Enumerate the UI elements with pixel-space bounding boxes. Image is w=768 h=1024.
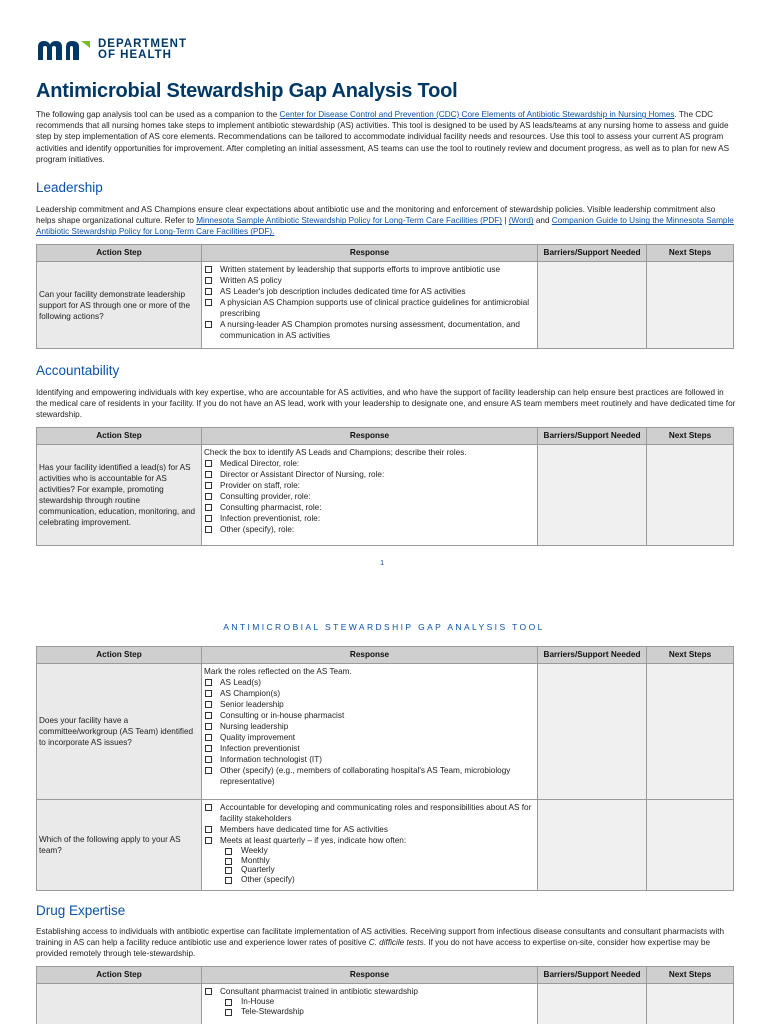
checkbox-subitem[interactable] [204, 846, 535, 856]
response-cell [202, 984, 538, 1024]
table-row [37, 262, 734, 349]
header-next-steps: Next Steps [647, 967, 734, 984]
checkbox-item[interactable] [204, 802, 535, 824]
checkbox-item[interactable] [204, 502, 535, 513]
header-action-step: Action Step [37, 967, 202, 984]
mn-sample-policy-word-link[interactable]: (Word) [508, 216, 534, 226]
section-heading-drug-expertise: Drug Expertise [36, 903, 126, 918]
checkbox-item[interactable] [204, 480, 535, 491]
checkbox-label: Tele-Stewardship [241, 1007, 304, 1016]
barriers-cell[interactable] [538, 445, 647, 546]
header-action-step: Action Step [37, 428, 202, 445]
checkbox-label: Nursing leadership [220, 722, 289, 731]
action-step-cell: Does your facility have a committee/workgroup (AS Team) identified to incorporate AS issues? [37, 664, 202, 800]
response-cell [202, 800, 538, 891]
leadership-paragraph [36, 204, 736, 238]
checkbox-icon[interactable] [205, 701, 212, 708]
action-step-cell: Which of the following apply to your AS team? [37, 800, 202, 891]
barriers-cell[interactable] [538, 262, 647, 349]
checkbox-item[interactable] [204, 491, 535, 502]
checkbox-icon[interactable] [205, 515, 212, 522]
checkbox-item[interactable] [204, 721, 535, 732]
checkbox-item[interactable] [204, 743, 535, 754]
checkbox-item[interactable] [204, 754, 535, 765]
checkbox-label: Consulting pharmacist, role: [220, 503, 322, 512]
checkbox-label: AS Lead(s) [220, 678, 261, 687]
response-cell [202, 445, 538, 546]
checkbox-label: Consulting provider, role: [220, 492, 311, 501]
logo-line-2: OF HEALTH [98, 49, 172, 61]
mdh-logo [36, 38, 187, 62]
checkbox-label: Monthly [241, 855, 270, 865]
header-response: Response [202, 647, 538, 664]
checkbox-icon[interactable] [205, 690, 212, 697]
intro-text-1: The following gap analysis tool can be used as a companion to the [36, 110, 280, 119]
section-heading-leadership: Leadership [36, 180, 103, 195]
checkbox-item[interactable] [204, 286, 535, 297]
barriers-cell[interactable] [538, 984, 647, 1024]
checkbox-icon[interactable] [205, 679, 212, 686]
checkbox-icon[interactable] [205, 988, 212, 995]
table-row [37, 445, 734, 546]
drug-text-2: . If you do not have access to expertise on-site, consider how expertise may be provided remotely through tele-stewardship. [36, 938, 711, 959]
checkbox-item[interactable] [204, 264, 535, 275]
checkbox-label: A physician AS Champion supports use of clinical practice guidelines for antimicrobial prescribing [220, 298, 530, 318]
header-barriers: Barriers/Support Needed [538, 245, 647, 262]
checkbox-item[interactable] [204, 710, 535, 721]
next-steps-cell[interactable] [647, 984, 734, 1024]
checkbox-label: Senior leadership [220, 700, 284, 709]
checkbox-label: Medical Director, role: [220, 459, 300, 468]
header-action-step: Action Step [37, 245, 202, 262]
checkbox-icon[interactable] [205, 712, 212, 719]
checkbox-icon[interactable] [205, 745, 212, 752]
checkbox-item[interactable] [204, 699, 535, 710]
intro-paragraph [36, 109, 736, 165]
table-row [37, 984, 734, 1024]
next-steps-cell[interactable] [647, 800, 734, 891]
checkbox-icon[interactable] [205, 321, 212, 328]
checkbox-icon[interactable] [205, 299, 212, 306]
checkbox-icon[interactable] [205, 826, 212, 833]
checkbox-subitem[interactable] [204, 856, 535, 866]
header-response: Response [202, 428, 538, 445]
leadership-text: Leadership commitment and AS Champions ensure clear expectations about antibiotic use and the monitoring and enforcement of stewardship policies. Visible leadership commitment also helps shape organizational culture. Refer to [36, 205, 716, 226]
header-barriers: Barriers/Support Needed [538, 647, 647, 664]
checkbox-label: Infection preventionist [220, 744, 300, 753]
checkbox-icon[interactable] [225, 999, 232, 1006]
checkbox-subitem[interactable] [204, 997, 535, 1007]
checkbox-subitem[interactable] [204, 865, 535, 875]
checkbox-icon[interactable] [205, 756, 212, 763]
logo-line-1: DEPARTMENT [98, 38, 188, 50]
checkbox-label: Quality improvement [220, 733, 296, 742]
cdc-core-elements-link[interactable]: Center for Disease Control and Prevention (CDC) Core Elements of Antibiotic Stewardship in Nursing Homes [279, 110, 675, 119]
checkbox-label: Weekly [241, 846, 268, 855]
response-cell [202, 664, 538, 800]
checkbox-icon[interactable] [205, 460, 212, 467]
checkbox-subitem[interactable] [204, 1007, 535, 1017]
drug-expertise-paragraph [36, 926, 736, 960]
header-next-steps: Next Steps [647, 245, 734, 262]
barriers-cell[interactable] [538, 800, 647, 891]
checkbox-icon[interactable] [205, 288, 212, 295]
response-intro: Mark the roles reflected on the AS Team. [204, 667, 352, 676]
checkbox-icon[interactable] [225, 867, 232, 874]
as-team-table [36, 646, 734, 891]
header-barriers: Barriers/Support Needed [538, 428, 647, 445]
checkbox-label: Accountable for developing and communicating roles and responsibilities about AS for facility stakeholders [220, 803, 532, 823]
header-next-steps: Next Steps [647, 647, 734, 664]
checkbox-label: Other (specify) (e.g., members of collaborating hospital's AS Team, microbiology representative) [220, 766, 511, 786]
checkbox-item[interactable] [204, 297, 535, 319]
checkbox-icon[interactable] [205, 526, 212, 533]
checkbox-label: Members have dedicated time for AS activities [220, 825, 388, 834]
checkbox-item[interactable] [204, 677, 535, 688]
drug-expertise-table [36, 966, 734, 1024]
checkbox-icon[interactable] [205, 804, 212, 811]
checkbox-label: Consultant pharmacist trained in antibiotic stewardship [220, 987, 418, 996]
link-and: and [533, 216, 552, 226]
checkbox-icon[interactable] [205, 493, 212, 500]
checkbox-item[interactable] [204, 275, 535, 286]
intro-text-2: . The CDC recommends that all nursing homes take steps to implement antibiotic stewardship (AS) activities. This tool is designed to be used by AS leads/teams at any nursing home to assess and guide step by step implementation of AS core elements. Recommendations can be tailored to accommodate individual facility needs and resources. Use this tool to assess your current AS program activities and identify opportunities for improvement. After completing an initial assessment, AS teams can use the tool to routinely review and document progress, as well as to plan for new AS program initiatives. [36, 110, 730, 164]
next-steps-cell[interactable] [647, 445, 734, 546]
table-row [37, 664, 734, 800]
section-heading-accountability: Accountability [36, 363, 120, 378]
drug-text-1: Establishing access to individuals with antibiotic expertise can facilitate implementation of AS activities. Receiving support from infectious disease consultants and consultant pharmacists with training in AS can help a facility reduce antibiotic use and experience lower rates of positive [36, 927, 725, 948]
checkbox-label: Quarterly [241, 865, 275, 874]
checkbox-label: In-House [241, 997, 275, 1006]
checkbox-item[interactable] [204, 765, 535, 787]
checkbox-icon[interactable] [205, 266, 212, 273]
checkbox-icon[interactable] [205, 471, 212, 478]
link-separator: | [502, 216, 509, 226]
response-cell [202, 262, 538, 349]
checkbox-icon[interactable] [205, 723, 212, 730]
checkbox-item[interactable] [204, 688, 535, 699]
action-step-cell: Can your facility demonstrate leadership support for AS through one or more of the following actions? [37, 262, 202, 349]
action-step-cell [37, 984, 202, 1024]
checkbox-icon[interactable] [205, 504, 212, 511]
checkbox-icon[interactable] [205, 837, 212, 844]
checkbox-item[interactable] [204, 524, 535, 535]
checkbox-icon[interactable] [225, 1009, 232, 1016]
drug-text-italic: C. difficile tests [368, 938, 424, 948]
checkbox-icon[interactable] [225, 848, 232, 855]
checkbox-label: Information technologist (IT) [220, 755, 322, 764]
checkbox-label: A nursing-leader AS Champion promotes nursing assessment, documentation, and communication in AS activities [220, 320, 520, 340]
checkbox-item[interactable] [204, 732, 535, 743]
checkbox-icon[interactable] [205, 734, 212, 741]
header-next-steps: Next Steps [647, 428, 734, 445]
checkbox-label: Provider on staff, role: [220, 481, 300, 490]
checkbox-item[interactable] [204, 824, 535, 835]
header-response: Response [202, 967, 538, 984]
next-steps-cell[interactable] [647, 664, 734, 800]
accountability-table [36, 427, 734, 546]
checkbox-icon[interactable] [205, 277, 212, 284]
checkbox-icon[interactable] [225, 877, 232, 884]
companion-guide-link[interactable]: Companion Guide to Using the Minnesota Sample Antibiotic Stewardship Policy for Long-Term Care Facilities (PDF). [36, 216, 734, 237]
checkbox-item[interactable] [204, 458, 535, 469]
checkbox-label: Other (specify), role: [220, 525, 295, 534]
page-title: Antimicrobial Stewardship Gap Analysis Tool [36, 80, 458, 102]
action-step-cell: Has your facility identified a lead(s) for AS activities who is accountable for AS activities? For example, promoting stewardship through routine communication, education, monitoring, and celebrating improvement. [37, 445, 202, 546]
checkbox-label: Written statement by leadership that supports efforts to improve antibiotic use [220, 265, 501, 274]
checkbox-label: Meets at least quarterly – if yes, indicate how often: [220, 836, 407, 845]
header-barriers: Barriers/Support Needed [538, 967, 647, 984]
accountability-paragraph: Identifying and empowering individuals with key expertise, who are accountable for AS activities, and who have the support of facility leadership can help ensure best practices are followed in the medical care of residents in your facility. If you do not have an AS lead, work with your leadership to designate one, and ensure AS team members meet routinely and have dedicated time for stewardship. [36, 388, 736, 420]
checkbox-label: AS Champion(s) [220, 689, 281, 698]
checkbox-item[interactable] [204, 835, 535, 846]
header-response: Response [202, 245, 538, 262]
checkbox-label: Other (specify) [241, 874, 295, 884]
mn-sample-policy-pdf-link[interactable]: Minnesota Sample Antibiotic Stewardship Policy for Long-Term Care Facilities (PDF) [196, 216, 503, 226]
checkbox-label: AS Leader's job description includes dedicated time for AS activities [220, 287, 466, 296]
checkbox-label: Director or Assistant Director of Nursing, role: [220, 470, 385, 479]
checkbox-item[interactable] [204, 469, 535, 480]
checkbox-label: Infection preventionist, role: [220, 514, 321, 523]
table-row [37, 800, 734, 891]
header-action-step: Action Step [37, 647, 202, 664]
checkbox-label: Written AS policy [220, 276, 282, 285]
checkbox-item[interactable] [204, 319, 535, 341]
checkbox-icon[interactable] [205, 767, 212, 774]
response-intro: Check the box to identify AS Leads and Champions; describe their roles. [204, 448, 467, 457]
checkbox-label: Consulting or in-house pharmacist [220, 711, 345, 720]
running-header: ANTIMICROBIAL STEWARDSHIP GAP ANALYSIS TOOL [223, 622, 545, 632]
next-steps-cell[interactable] [647, 262, 734, 349]
checkbox-icon[interactable] [205, 482, 212, 489]
checkbox-icon[interactable] [225, 858, 232, 865]
checkbox-item[interactable] [204, 513, 535, 524]
checkbox-subitem[interactable] [204, 875, 535, 885]
mn-state-logo-icon [36, 38, 92, 62]
leadership-table [36, 244, 734, 349]
checkbox-item[interactable] [204, 986, 535, 997]
page-number: 1 [380, 558, 385, 567]
barriers-cell[interactable] [538, 664, 647, 800]
